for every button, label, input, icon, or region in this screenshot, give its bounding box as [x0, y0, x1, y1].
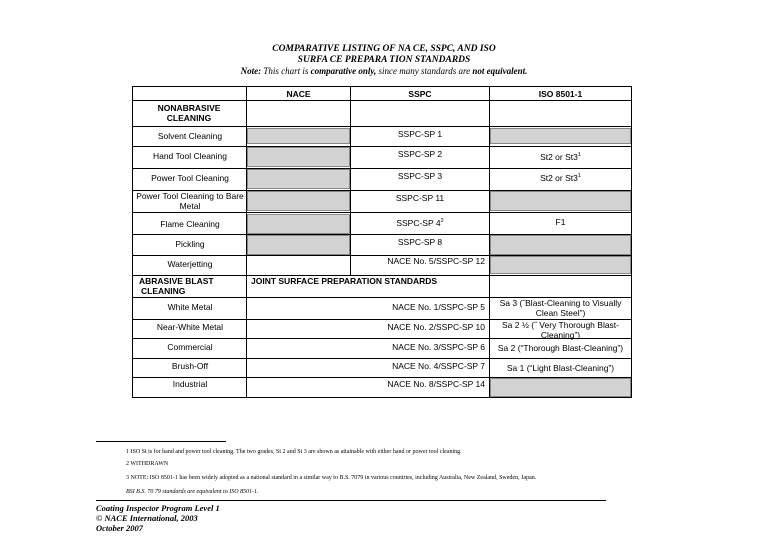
method-pickling: Pickling: [175, 239, 205, 249]
joint-standard: NACE No. 1/SSPC-SP 5: [392, 302, 485, 312]
sspc-value: SSPC-SP 2: [397, 149, 443, 159]
joint-standard: NACE No. 4/SSPC-SP 7: [392, 361, 485, 371]
sspc-value: [351, 218, 489, 228]
joint-standard: NACE No. 2/SSPC-SP 10: [387, 322, 485, 332]
empty-cell: [247, 169, 350, 189]
header-nace: NACE: [286, 89, 311, 99]
section-nonabrasive: NONABRASIVE CLEANING: [157, 103, 221, 123]
joint-standard: NACE No. 3/SSPC-SP 6: [392, 342, 485, 352]
method-brush-off: Brush-Off: [171, 361, 209, 371]
footer-separator: [96, 500, 606, 501]
row-divider: [133, 377, 631, 378]
note-text-1: This chart is: [261, 66, 311, 76]
footnote-ref: 2: [440, 218, 444, 225]
row-divider: [133, 168, 631, 169]
row-divider: [133, 234, 631, 235]
comparison-table: [132, 86, 632, 398]
footnote-bsi: BSI B.S. 70 79 standards are equivalent to ISO 8501-1.: [126, 489, 259, 495]
row-divider: [133, 146, 631, 147]
iso-value: Sa 2 ½ (˝ Very Thorough Blast-Cleaning”): [501, 320, 619, 340]
header-iso: ISO 8501-1: [538, 89, 583, 99]
header-sspc: SSPC: [408, 89, 432, 99]
footnote-ref: 1: [577, 152, 581, 159]
title-line-2: SURFA CE PREPARA TION STANDARDS: [297, 55, 471, 65]
method-power-tool-bare-metal: Power Tool Cleaning to Bare Metal: [136, 191, 244, 211]
method-hand-tool-cleaning: Hand Tool Cleaning: [152, 151, 228, 161]
note-text-2: since many standards are: [376, 66, 473, 76]
sspc-value: SSPC-SP 3: [397, 171, 443, 181]
iso-value: Sa 2 (“Thorough Blast-Cleaning”): [497, 343, 624, 353]
empty-cell: [490, 191, 631, 211]
column-divider: [246, 87, 247, 397]
section-abrasive-blast: ABRASIVE BLAST CLEANING: [139, 276, 214, 296]
footer-program: Coating Inspector Program Level 1: [96, 503, 220, 513]
iso-value: F1: [555, 217, 566, 227]
iso-value: [490, 152, 631, 162]
method-power-tool-cleaning: Power Tool Cleaning: [151, 173, 229, 183]
footer-copyright: © NACE International, 2003: [96, 513, 198, 523]
sspc-value: SSPC-SP 11: [395, 193, 445, 203]
row-divider: [133, 126, 631, 127]
method-solvent-cleaning: Solvent Cleaning: [157, 131, 223, 141]
empty-cell: [247, 214, 350, 234]
method-industrial: Industrial: [172, 379, 208, 389]
empty-cell: [490, 128, 631, 144]
footnote-ref: 1: [577, 173, 581, 180]
footnote-3: 3 NOTE: ISO 8501-1 has been widely adopted as a national standard in a similar way to B.S. 7079 in various countries, including Australia, New Zealand, Sweden, Japan.: [126, 475, 537, 481]
method-flame-cleaning: Flame Cleaning: [160, 219, 220, 229]
iso-text: St2 or St3: [540, 152, 578, 162]
footer-date: October 2007: [96, 523, 143, 533]
empty-cell: [490, 235, 631, 255]
note-bold-2: not equivalent.: [472, 66, 528, 76]
iso-text: St2 or St3: [540, 173, 578, 183]
row-divider: [133, 100, 631, 101]
sspc-value: SSPC-SP 8: [397, 237, 443, 247]
row-divider: [133, 255, 631, 256]
note: [0, 66, 768, 76]
note-bold-1: comparative only,: [310, 66, 377, 76]
empty-cell: [247, 191, 350, 211]
joint-standards-header: JOINT SURFACE PREPARATION STANDARDS: [251, 276, 438, 286]
method-white-metal: White Metal: [167, 302, 213, 312]
iso-value: [490, 173, 631, 183]
empty-cell: [247, 128, 350, 144]
joint-standard: NACE No. 5/SSPC-SP 12: [387, 256, 485, 266]
footnote-separator: [96, 441, 226, 442]
iso-value: Sa 3 (˝Blast-Cleaning to Visually Clean Steel”): [499, 298, 622, 318]
footnote-2: 2 WITHDRAWN: [126, 461, 169, 467]
method-commercial: Commercial: [167, 342, 213, 352]
footnote-1: 1 ISO St is for hand and power tool cleaning. The two grades, St 2 and St 3 are shown as attainable with either hand or power tool cleaning.: [126, 449, 462, 455]
empty-cell: [490, 256, 631, 274]
row-divider: [133, 358, 631, 359]
joint-standard: NACE No. 8/SSPC-SP 14: [387, 379, 485, 389]
empty-cell: [490, 378, 631, 397]
sspc-text: SSPC-SP 4: [396, 218, 441, 228]
sspc-value: SSPC-SP 1: [397, 129, 443, 139]
title-line-1: COMPARATIVE LISTING OF NA CE, SSPC, AND ISO: [272, 44, 496, 54]
note-label: Note:: [240, 66, 262, 76]
empty-cell: [247, 235, 350, 255]
method-waterjetting: Waterjetting: [167, 259, 213, 269]
row-divider: [133, 212, 631, 213]
method-near-white-metal: Near-White Metal: [156, 322, 224, 332]
empty-cell: [247, 147, 350, 167]
iso-value: Sa 1 (“Light Blast-Cleaning”): [506, 363, 615, 373]
